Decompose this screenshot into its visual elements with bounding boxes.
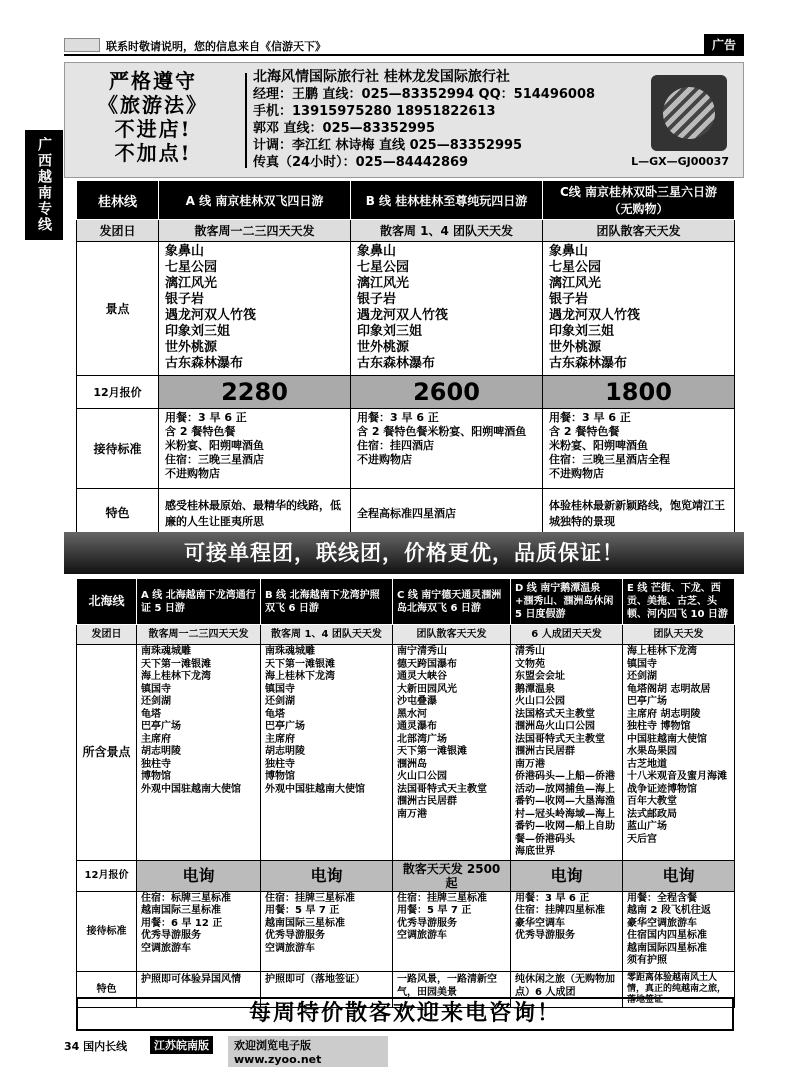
- feature-text: 感受桂林最原始、最精华的线路，低廉的人生让匪夷所思: [159, 489, 351, 537]
- list-item: 象鼻山: [357, 244, 397, 259]
- list-item: 天下第一滩银滩: [265, 658, 335, 670]
- list-item: 空调旅游车: [141, 942, 191, 954]
- bottom-banner: 每周特价散客欢迎来电咨询！: [76, 997, 734, 1031]
- spots-list: [137, 645, 261, 861]
- list-item: 天下第一滩银滩: [397, 746, 467, 757]
- list-item: 火山口公园: [515, 696, 565, 707]
- standard-text: [351, 409, 543, 489]
- spots-list: [351, 242, 543, 376]
- list-item: 七星公园: [357, 260, 410, 275]
- list-item: 天下第一滩银滩: [141, 658, 211, 670]
- list-item: 住宿：三晚三星酒店全程: [549, 453, 670, 466]
- divider: [245, 73, 247, 168]
- list-item: 涠洲岛火山口公园: [515, 721, 595, 732]
- list-item: 黑水河: [397, 708, 427, 720]
- standard-text: [511, 891, 623, 971]
- feature-text: 护照即可体验异国风情: [137, 971, 261, 1007]
- list-item: 住宿：挂牌三星标准: [265, 892, 355, 904]
- list-item: 住宿：标牌三星标准: [141, 892, 231, 904]
- depart-label: 发团日: [77, 220, 159, 242]
- list-item: 遇龙河双人竹筏: [357, 308, 449, 323]
- list-item: 鹅潭温泉: [515, 683, 555, 695]
- list-item: 侨港码头—上船—侨港活动—放网捕鱼—海上番钓—收网—大垦海渔村—冠头岭海域—海上番钓—收网—船上自助餐—侨港码头: [515, 771, 615, 845]
- list-item: 用餐：5 早 7 正: [265, 905, 340, 916]
- guilin-col-b: B 线 桂林桂林至尊纯玩四日游: [351, 181, 543, 220]
- list-item: 米粉宴、阳朔啤酒鱼: [549, 439, 648, 452]
- list-item: 住宿：挂牌三星标准: [397, 892, 487, 904]
- list-item: 南珠魂城雕: [141, 646, 191, 657]
- guilin-title: 桂林线: [77, 181, 159, 220]
- list-item: 漓江风光: [357, 276, 410, 291]
- list-item: 巴亭广场: [627, 696, 667, 707]
- beihai-col-e: E 线 芒街、下龙、西贡、美拖、古芝、头顿、河内四飞 10 日游: [623, 579, 735, 625]
- list-item: 独柱寺: [141, 758, 171, 770]
- list-item: 优秀导游服务: [141, 930, 201, 941]
- standard-text: [393, 891, 511, 971]
- list-item: 优秀导游服务: [265, 930, 325, 941]
- list-item: 印象刘三姐: [165, 324, 231, 339]
- list-item: 博物馆: [265, 771, 295, 782]
- list-item: 中国驻越南大使馆: [627, 733, 707, 745]
- list-item: 住宿：挂牌四星标准: [515, 905, 605, 916]
- price-label: 12月报价: [77, 860, 137, 891]
- guilin-col-c: C线 南京桂林双卧三星六日游（无购物）: [543, 181, 735, 220]
- list-item: 豪华空调旅游车: [627, 917, 697, 929]
- list-item: 战争证迹博物馆: [627, 783, 697, 795]
- list-item: 蓝山广场: [627, 821, 667, 832]
- list-item: 东盟会会址: [515, 671, 565, 682]
- website-text: 欢迎浏览电子版 www.zyoo.net: [228, 1036, 388, 1067]
- list-item: 不进购物店: [357, 453, 412, 466]
- list-item: 德天跨国瀑布: [397, 658, 457, 670]
- list-item: 越南国际三星标准: [141, 905, 221, 916]
- list-item: 海底世界: [515, 846, 555, 857]
- list-item: 法式邮政局: [627, 808, 677, 820]
- list-item: 沙屯叠瀑: [397, 696, 437, 707]
- list-item: 古芝地道: [627, 758, 667, 770]
- list-item: 博物馆: [141, 771, 171, 782]
- list-item: 越南 2 段飞机往返: [627, 905, 711, 916]
- list-item: 北部湾广场: [397, 733, 447, 745]
- beihai-col-b: B 线 北海越南下龙湾护照双飞 6 日游: [261, 579, 393, 625]
- standard-text: [543, 409, 735, 489]
- list-item: 海上桂林下龙湾: [141, 671, 211, 682]
- list-item: 天后宫: [627, 833, 657, 845]
- list-item: 法国格式天主教堂: [515, 708, 595, 720]
- list-item: 通灵瀑布: [397, 721, 437, 732]
- list-item: 龟塔: [265, 708, 285, 720]
- slogan: 严格遵守 《旅游法》 不进店! 不加点!: [98, 69, 208, 165]
- ad-tag: 广告: [704, 34, 744, 55]
- list-item: 含 2 餐特色餐: [165, 425, 236, 438]
- price-c: 散客天天发 2500起: [393, 860, 511, 891]
- list-item: 通灵大峡谷: [397, 671, 447, 682]
- list-item: 清秀山: [515, 646, 545, 657]
- list-item: 还剑湖: [265, 696, 295, 707]
- price-b: 电询: [261, 860, 393, 891]
- list-item: 须有护照: [627, 955, 667, 966]
- standard-label: 接待标准: [77, 409, 159, 489]
- list-item: 漓江风光: [549, 276, 602, 291]
- feature-text: 护照即可（落地签证）: [261, 971, 393, 1007]
- price-a: 电询: [137, 860, 261, 891]
- guilin-table: 桂林线 A 线 南京桂林双飞四日游 B 线 桂林桂林至尊纯玩四日游 C线 南京桂林双卧三星六日游（无购物） 发团日 散客周一二三四天天发 散客周 1、4 团队天天发 团队散客天天发 景点 象鼻山 七星公园 漓江风光 银子岩 遇龙河双人竹筏 印象刘三姐 世外桃源 古东森林瀑布 象鼻山 七星公园 漓江风光 银子岩 遇龙河双人竹筏 印象刘三姐 世外桃源 古东森林瀑布 象鼻山 七星公园 漓江风光 银子岩 遇龙河双人竹筏 印象刘三姐 世外桃源 古东森林瀑布 12月报价 2280 2600 1800 接待标准 用餐：3 早 6 正 含 2 餐特色餐 米粉宴、阳朔啤酒鱼 住宿：三晚三星酒店 不进购物店 用餐：3 早 6 正 含 2 餐特色餐米粉宴、阳朔啤酒鱼 住宿：挂四酒店 不进购物店 用餐：3 早 6 正 含 2 餐特色餐 米粉宴、阳朔啤酒鱼 住宿：三晚三星酒店全程 不进购物店 特色 感受桂林最原始、最精华的线路，低廉的人生让匪夷所思 全程高标准四星酒店 体验桂林最新新颖路线，饱览靖江王城独特的景现: [76, 180, 735, 537]
- list-item: 米粉宴、阳朔啤酒鱼: [165, 439, 264, 452]
- list-item: 十八米观音及蜜月海滩: [627, 771, 727, 782]
- price-e: 电询: [623, 860, 735, 891]
- list-item: 银子岩: [165, 292, 205, 307]
- list-item: 世外桃源: [165, 340, 218, 355]
- list-item: 优秀导游服务: [515, 930, 575, 941]
- list-item: 豪华空调车: [515, 917, 565, 929]
- depart-label: 发团日: [77, 625, 137, 645]
- feature-text: 纯休闲之旅（无购物加点）6 人成团: [511, 971, 623, 1007]
- standard-text: [159, 409, 351, 489]
- guilin-col-a: A 线 南京桂林双飞四日游: [159, 181, 351, 220]
- agency-logo: [651, 75, 727, 151]
- list-item: 南宁清秀山: [397, 646, 447, 657]
- price-c: 1800: [543, 376, 735, 409]
- list-item: 空调旅游车: [397, 930, 447, 941]
- notice-text: 联系时敬请说明，您的信息来自《信游天下》: [106, 40, 326, 53]
- list-item: 涠洲古民居群: [515, 746, 575, 757]
- list-item: 用餐：全程含餐: [627, 892, 697, 904]
- list-item: 住宿：三晚三星酒店: [165, 453, 264, 466]
- beihai-col-c: C 线 南宁德天通灵涠洲岛北海双飞 6 日游: [393, 579, 511, 625]
- beihai-col-a: A 线 北海越南下龙湾通行证 5 日游: [137, 579, 261, 625]
- list-item: 用餐：3 早 6 正: [549, 411, 631, 424]
- list-item: 大新田园风光: [397, 683, 457, 695]
- list-item: 印象刘三姐: [549, 324, 615, 339]
- price-label: 12月报价: [77, 376, 159, 409]
- list-item: 胡志明陵: [265, 746, 305, 757]
- list-item: 用餐：5 早 7 正: [397, 905, 472, 916]
- feature-text: 体验桂林最新新颖路线，饱览靖江王城独特的景现: [543, 489, 735, 537]
- price-b: 2600: [351, 376, 543, 409]
- feature-label: 特色: [77, 971, 137, 1007]
- list-item: 胡志明陵: [141, 746, 181, 757]
- list-item: 用餐：3 早 6 正: [165, 411, 247, 424]
- list-item: 含 2 餐特色餐: [549, 425, 620, 438]
- list-item: 外观中国驻越南大使馆: [265, 783, 365, 795]
- standard-label: 接待标准: [77, 891, 137, 971]
- list-item: 越南国际四星标准: [627, 942, 707, 954]
- agency-contacts: 北海风情国际旅行社 桂林龙发国际旅行社 经理：王鹏 直线：025—83352994 QQ：514496008 手机：13915975280 18951822613 郭邓 直线：025—83352995 计调：李江红 林诗梅 直线 025—83352995 传真（24小时）：025—84442869: [253, 69, 596, 170]
- list-item: 南万港: [397, 808, 427, 820]
- list-item: 住宿：挂四酒店: [357, 439, 434, 452]
- spots-list: [623, 645, 735, 861]
- list-item: 世外桃源: [357, 340, 410, 355]
- list-item: 法国哥特式天主教堂: [515, 733, 605, 745]
- spots-list: [159, 242, 351, 376]
- list-item: 主席府: [141, 733, 171, 745]
- list-item: 七星公园: [165, 260, 218, 275]
- list-item: 用餐：3 早 6 正: [515, 892, 590, 904]
- side-tab: 广西越南专线: [25, 130, 63, 240]
- list-item: 龟塔阁胡 志明故居: [627, 683, 711, 695]
- publication-logo: [64, 38, 100, 52]
- list-item: 镇国寺: [141, 683, 171, 695]
- list-item: 巴亭广场: [141, 721, 181, 732]
- price-d: 电询: [511, 860, 623, 891]
- list-item: 镇国寺: [627, 658, 657, 670]
- spots-list: [393, 645, 511, 861]
- list-item: 空调旅游车: [265, 942, 315, 954]
- list-item: 古东森林瀑布: [165, 356, 244, 371]
- list-item: 含 2 餐特色餐米粉宴、阳朔啤酒鱼: [357, 425, 527, 438]
- edition-tag: 江苏皖南版: [150, 1036, 213, 1054]
- spots-list: [261, 645, 393, 861]
- beihai-table: 北海线 A 线 北海越南下龙湾通行证 5 日游 B 线 北海越南下龙湾护照双飞 6 日游 C 线 南宁德天通灵涠洲岛北海双飞 6 日游 D 线 南宁鹅潭温泉+涠秀山、涠洲岛休闲 5 日度假游 E 线 芒街、下龙、西贡、美拖、古芝、头顿、河内四飞 10 日游 发团日 散客周一二三四天天发 散客周 1、4 团队天天发 团队散客天天发 6 人成团天天发 团队天天发 所含景点 南珠魂城雕 天下第一滩银滩 海上桂林下龙湾 镇国寺 还剑湖 龟塔 巴亭广场 主席府 胡志明陵 独柱寺 博物馆 外观中国驻越南大使馆 南珠魂城雕 天下第一滩银滩 海上桂林下龙湾 镇国寺 还剑湖 龟塔 巴亭广场 主席府 胡志明陵 独柱寺 博物馆 外观中国驻越南大使馆 南宁清秀山 德天跨国瀑布 通灵大峡谷 大新田园风光 沙屯叠瀑 黑水河 通灵瀑布 北部湾广场 天下第一滩银滩 涠洲岛 火山口公园 法国哥特式天主教堂 涠洲古民居群 南万港 清秀山 文物苑 东盟会会址 鹅潭温泉 火山口公园 法国格式天主教堂 涠洲岛火山口公园 法国哥特式天主教堂 涠洲古民居群 南万港 侨港码头—上船—侨港活动—放网捕鱼—海上番钓—收网—大垦海渔村—冠头岭海域—海上番钓—收网—船上自助餐—侨港码头 海底世界 海上桂林下龙湾 镇国寺 还剑湖 龟塔阁胡 志明故居 巴亭广场 主席府 胡志明陵 独柱寺 博物馆 中国驻越南大使馆 水果岛果园 古芝地道 十八米观音及蜜月海滩 战争证迹博物馆 百年大教堂 法式邮政局 蓝山广场 天后宫 12月报价 电询 电询 散客天天发 2500起 电询 电询 接待标准 住宿：标牌三星标准 越南国际三星标准 用餐：6 早 12 正 优秀导游服务 空调旅游车 住宿：挂牌三星标准 用餐：5 早 7 正 越南国际三星标准 优秀导游服务 空调旅游车 住宿：挂牌三星标准 用餐：5 早 7 正 优秀导游服务 空调旅游车 用餐：3 早 6 正 住宿：挂牌四星标准 豪华空调车 优秀导游服务 用餐：全程含餐 越南 2 段飞机往返 豪华空调旅游车 住宿国内四星标准 越南国际四星标准 须有护照 特色 护照即可体验异国风情 护照即可（落地签证） 一路风景，一路清新空气，田园美景 纯休闲之旅（无购物加点）6 人成团 零距离体验越南风土人情，真正的纯越南之旅，落地签证: [76, 578, 735, 1008]
- list-item: 用餐：6 早 12 正: [141, 917, 223, 929]
- list-item: 法国哥特式天主教堂: [397, 783, 487, 795]
- beihai-col-d: D 线 南宁鹅潭温泉+涠秀山、涠洲岛休闲 5 日度假游: [511, 579, 623, 625]
- list-item: 越南国际三星标准: [265, 917, 345, 929]
- list-item: 南珠魂城雕: [265, 646, 315, 657]
- list-item: 独柱寺: [265, 758, 295, 770]
- spots-label: 所含景点: [77, 645, 137, 861]
- list-item: 遇龙河双人竹筏: [165, 308, 257, 323]
- standard-text: [137, 891, 261, 971]
- list-item: 象鼻山: [549, 244, 589, 259]
- feature-text: 零距离体验越南风土人情，真正的纯越南之旅，落地签证: [623, 971, 735, 1007]
- beihai-title: 北海线: [77, 579, 137, 625]
- list-item: 优秀导游服务: [397, 917, 457, 929]
- promo-banner: 可接单程团，联线团，价格更优，品质保证！: [64, 532, 744, 574]
- list-item: 不进购物店: [549, 467, 604, 480]
- list-item: 古东森林瀑布: [549, 356, 628, 371]
- feature-text: 全程高标准四星酒店: [351, 489, 543, 537]
- list-item: 涠洲岛: [397, 758, 427, 770]
- list-item: 还剑湖: [627, 671, 657, 682]
- list-item: 主席府 胡志明陵: [627, 708, 701, 720]
- feature-text: 一路风景，一路清新空气，田园美景: [393, 971, 511, 1007]
- list-item: 水果岛果园: [627, 746, 677, 757]
- list-item: 遇龙河双人竹筏: [549, 308, 641, 323]
- list-item: 象鼻山: [165, 244, 205, 259]
- spots-list: [543, 242, 735, 376]
- list-item: 文物苑: [515, 658, 545, 670]
- feature-label: 特色: [77, 489, 159, 537]
- price-a: 2280: [159, 376, 351, 409]
- list-item: 南万港: [515, 758, 545, 770]
- top-bar: [64, 36, 744, 56]
- list-item: 用餐：3 早 6 正: [357, 411, 439, 424]
- list-item: 龟塔: [141, 708, 161, 720]
- standard-text: [261, 891, 393, 971]
- list-item: 百年大教堂: [627, 796, 677, 807]
- list-item: 涠洲古民居群: [397, 796, 457, 807]
- list-item: 印象刘三姐: [357, 324, 423, 339]
- list-item: 海上桂林下龙湾: [627, 646, 697, 657]
- list-item: 世外桃源: [549, 340, 602, 355]
- spots-list: [511, 645, 623, 861]
- license-number: L—GX—GJ00037: [631, 155, 729, 168]
- list-item: 银子岩: [549, 292, 589, 307]
- list-item: 住宿国内四星标准: [627, 930, 707, 941]
- list-item: 不进购物店: [165, 467, 220, 480]
- list-item: 外观中国驻越南大使馆: [141, 783, 241, 795]
- list-item: 银子岩: [357, 292, 397, 307]
- agency-box: [64, 62, 744, 178]
- list-item: 主席府: [265, 733, 295, 745]
- list-item: 巴亭广场: [265, 721, 305, 732]
- list-item: 独柱寺 博物馆: [627, 721, 691, 732]
- list-item: 火山口公园: [397, 771, 447, 782]
- list-item: 古东森林瀑布: [357, 356, 436, 371]
- spots-label: 景点: [77, 242, 159, 376]
- standard-text: [623, 891, 735, 971]
- page-number: 34 国内长线: [64, 1040, 128, 1053]
- list-item: 还剑湖: [141, 696, 171, 707]
- list-item: 漓江风光: [165, 276, 218, 291]
- list-item: 七星公园: [549, 260, 602, 275]
- list-item: 海上桂林下龙湾: [265, 671, 335, 682]
- list-item: 镇国寺: [265, 683, 295, 695]
